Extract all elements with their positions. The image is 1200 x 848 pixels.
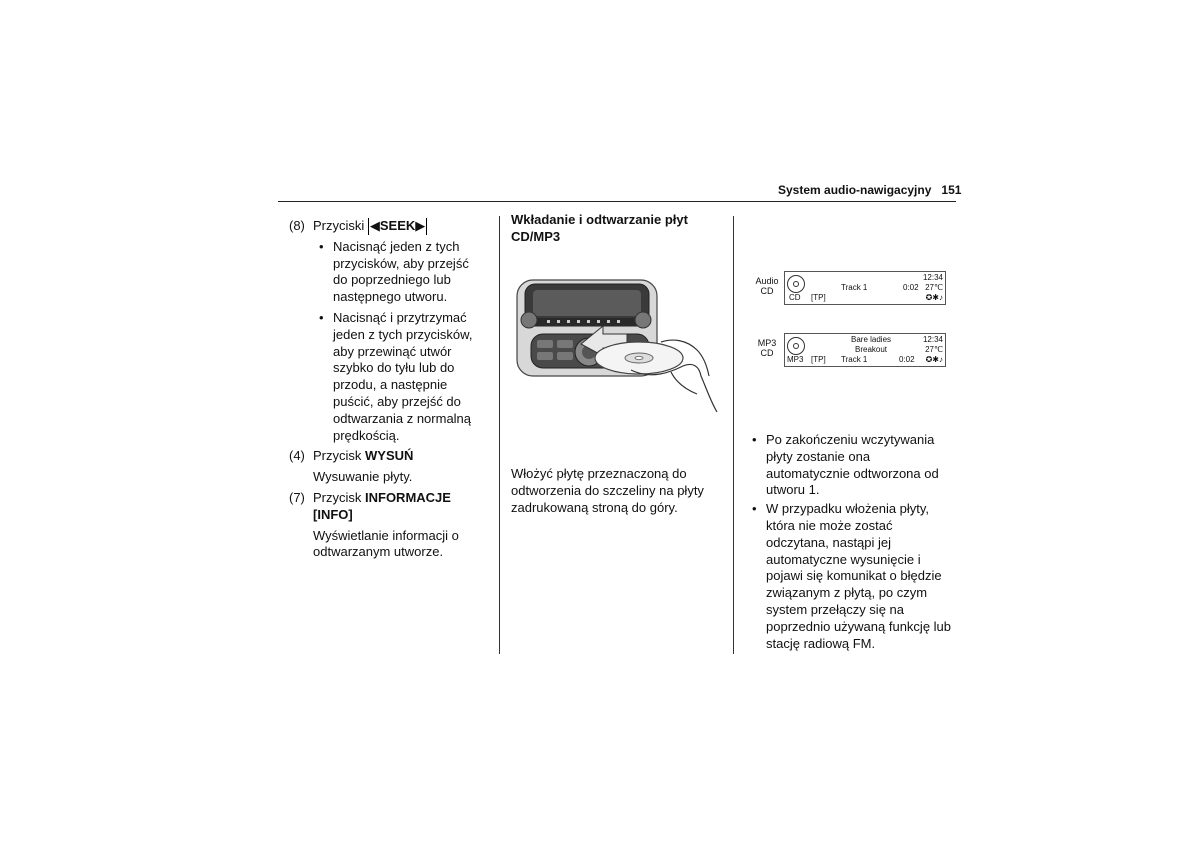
audio-cd-display xyxy=(784,271,946,305)
list-item: • Po zakończeniu wczytywania płyty zostanie ona automatycznie odtworzona od utworu 1. xyxy=(752,432,957,499)
page-number: 151 xyxy=(941,183,962,197)
tp-indicator: [TP] xyxy=(811,293,826,302)
item-number: (7) xyxy=(289,489,305,505)
item-7 xyxy=(289,490,479,524)
list-item: • W przypadku włożenia płyty, która nie może zostać odczytana, nastąpi jej automatyczne wysunięcie i pojawi się komunikat o błędzie związanym z płytą, po czym system przełączy się na poprzednio używaną funkcję lub stację radiową FM. xyxy=(752,501,957,652)
disc-icon xyxy=(787,337,805,355)
item-4 xyxy=(289,448,479,465)
display-label-mp3 xyxy=(752,338,782,358)
item-label: Przyciski xyxy=(313,218,368,233)
artist-name: Bare ladies xyxy=(851,335,892,344)
status-icons: ✪✱♪ xyxy=(925,293,943,302)
list-item: • Nacisnąć i przytrzymać jeden z tych przycisków, aby przewinąć utwór szybko do tyłu lub do przodu, a następnie puścić, aby przejść do odtwarzania z normalną prędkością. xyxy=(313,310,479,444)
item-bold-label: WYSUŃ xyxy=(365,448,414,464)
track-name: Track 1 xyxy=(841,355,868,364)
clock: 12:34 xyxy=(922,335,943,344)
column-divider-2 xyxy=(733,216,734,654)
label-line: CD xyxy=(760,286,774,296)
header-rule xyxy=(278,201,956,202)
seek-button-label: ◀SEEK▶ xyxy=(369,218,426,233)
mp3-cd-display xyxy=(784,333,946,367)
temperature: 27℃ xyxy=(925,283,943,292)
item-label: Przycisk xyxy=(313,489,365,505)
column-3 xyxy=(752,432,957,652)
insert-instruction: Włożyć płytę przeznaczoną do odtworzenia do szczeliny na płyty zadrukowaną stroną do góry. xyxy=(511,466,704,515)
item-8 xyxy=(289,218,479,235)
display-label-audio xyxy=(752,276,782,296)
disc-icon xyxy=(787,275,805,293)
cd-insertion-illustration xyxy=(511,268,721,428)
source-label: MP3 xyxy=(787,355,804,364)
column-divider-1 xyxy=(499,216,500,654)
header-title: System audio-nawigacyjny xyxy=(778,183,932,197)
item-description: Wysuwanie płyty. xyxy=(313,469,413,485)
item-bold-label: INFORMACJE [INFO] xyxy=(313,489,451,522)
source-label: CD xyxy=(789,293,801,302)
item-description: Wyświetlanie informacji o odtwarzanym utworze. xyxy=(313,527,459,560)
status-icons: ✪✱♪ xyxy=(925,355,943,364)
page-header xyxy=(778,183,961,197)
item-number: (8) xyxy=(289,218,305,233)
item-number: (4) xyxy=(289,448,305,464)
list-item: • Nacisnąć jeden z tych przycisków, aby przejść do poprzedniego lub następnego utworu. xyxy=(313,239,479,306)
elapsed-time: 0:02 xyxy=(903,283,919,292)
item-label: Przycisk xyxy=(313,448,365,464)
tp-indicator: [TP] xyxy=(811,355,826,364)
label-line: CD xyxy=(760,348,774,358)
clock: 12:34 xyxy=(922,273,943,282)
album-name: Breakout xyxy=(855,345,888,354)
section-heading: Wkładanie i odtwarzanie płyt CD/MP3 xyxy=(511,212,688,244)
label-line: Audio xyxy=(755,276,779,286)
column-1 xyxy=(289,218,479,561)
elapsed-time: 0:02 xyxy=(899,355,915,364)
temperature: 27℃ xyxy=(925,345,943,354)
label-line: MP3 xyxy=(757,338,777,348)
track-name: Track 1 xyxy=(841,283,868,292)
